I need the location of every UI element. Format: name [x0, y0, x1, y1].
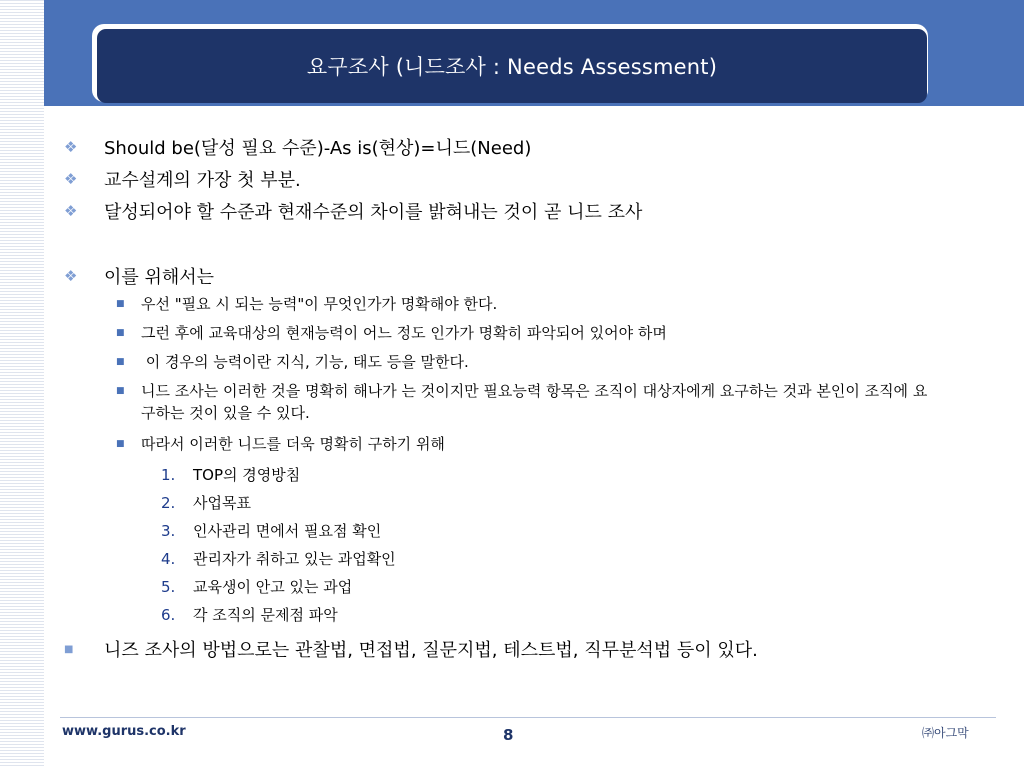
numbered-item	[161, 464, 300, 485]
company-name: ㈜아그막	[922, 726, 969, 740]
square-bullet-icon: ■	[116, 299, 125, 309]
bullet-item	[60, 134, 531, 160]
square-bullet-icon: ■	[116, 439, 125, 449]
sub-bullet-item	[112, 293, 497, 315]
diamond-bullet-icon: ❖	[64, 267, 78, 285]
title-box	[97, 29, 927, 103]
numbered-item	[161, 576, 352, 597]
item-number: 3.	[161, 521, 176, 540]
footer-url[interactable]: www.gurus.co.kr	[62, 724, 186, 739]
sub-bullet-item	[112, 351, 469, 373]
diamond-bullet-icon: ❖	[64, 170, 78, 188]
numbered-item	[161, 548, 396, 569]
item-number: 6.	[161, 605, 176, 624]
numbered-item	[161, 604, 338, 625]
numbered-item	[161, 520, 381, 541]
bullet-item	[60, 198, 642, 224]
item-text: 인사관리 면에서 필요점 확인	[193, 522, 382, 540]
sub-bullet-text: 따라서 이러한 니드를 더욱 명확히 구하기 위해	[141, 435, 445, 453]
square-bullet-icon: ■	[116, 386, 125, 396]
item-text: TOP의 경영방침	[193, 466, 301, 484]
bullet-text: 니즈 조사의 방법으로는 관찰법, 면접법, 질문지법, 테스트법, 직무분석법 등이 있다.	[104, 640, 758, 661]
item-text: 관리자가 취하고 있는 과업확인	[193, 550, 396, 568]
diamond-bullet-icon: ❖	[64, 202, 78, 220]
sub-bullet-item	[112, 433, 445, 455]
bullet-text: 이를 위해서는	[104, 267, 215, 288]
item-number: 1.	[161, 465, 176, 484]
item-text: 각 조직의 문제점 파악	[193, 606, 338, 624]
sub-bullet-text: 우선 "필요 시 되는 능력"이 무엇인가가 명확해야 한다.	[141, 295, 498, 313]
left-stripe-decoration	[0, 0, 44, 768]
bullet-item	[60, 636, 758, 662]
diamond-bullet-icon: ❖	[64, 138, 78, 156]
footer-divider	[60, 717, 996, 718]
sub-bullet-item	[112, 380, 932, 424]
sub-bullet-text: 이 경우의 능력이란 지식, 기능, 태도 등을 말한다.	[141, 353, 469, 371]
bullet-text: 달성되어야 할 수준과 현재수준의 차이를 밝혀내는 것이 곧 니드 조사	[104, 202, 643, 223]
bullet-item	[60, 263, 214, 289]
slide-title: 요구조사 (니드조사 : Needs Assessment)	[306, 55, 718, 79]
numbered-item	[161, 492, 251, 513]
square-bullet-icon: ■	[116, 357, 125, 367]
sub-bullet-text: 그런 후에 교육대상의 현재능력이 어느 정도 인가가 명확히 파악되어 있어야 하며	[141, 324, 667, 342]
item-number: 2.	[161, 493, 176, 512]
bullet-text: Should be(달성 필요 수준)-As is(현상)=니드(Need)	[104, 138, 532, 159]
item-text: 사업목표	[193, 494, 251, 512]
bullet-item	[60, 166, 301, 192]
bullet-text: 교수설계의 가장 첫 부분.	[104, 170, 301, 191]
page-number: 8	[503, 726, 514, 744]
item-number: 5.	[161, 577, 176, 596]
item-number: 4.	[161, 549, 176, 568]
sub-bullet-item	[112, 322, 667, 344]
sub-bullet-text: 니드 조사는 이러한 것을 명확히 해나가 는 것이지만 필요능력 항목은 조직이 대상자에게 요구하는 것과 본인이 조직에 요구하는 것이 있을 수 있다.	[141, 382, 928, 422]
square-bullet-icon: ■	[64, 643, 74, 655]
item-text: 교육생이 안고 있는 과업	[193, 578, 353, 596]
square-bullet-icon: ■	[116, 328, 125, 338]
